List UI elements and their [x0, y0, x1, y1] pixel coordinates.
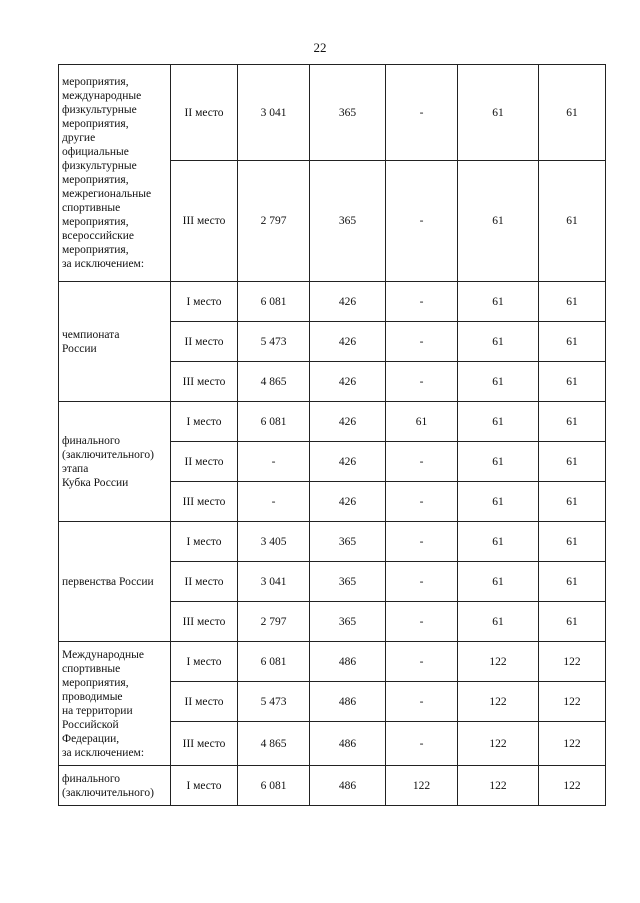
page-number: 22: [313, 40, 327, 55]
table-row: [59, 282, 606, 322]
place-cell: III место: [171, 362, 238, 402]
value-cell-4: 61: [458, 522, 539, 562]
value-cell-2: 365: [310, 562, 386, 602]
value-cell-2: 426: [310, 282, 386, 322]
table-row: [59, 402, 606, 442]
value-cell-5: 61: [539, 402, 606, 442]
value-cell-3: -: [386, 642, 458, 682]
value-cell-3: -: [386, 562, 458, 602]
value-cell-2: 486: [310, 766, 386, 806]
table-row: [59, 642, 606, 682]
event-category-cell: финального (заключительного) этапа Кубка России: [59, 402, 171, 522]
value-cell-4: 61: [458, 562, 539, 602]
data-table: [58, 64, 606, 806]
event-category-cell: Международные спортивные мероприятия, проводимые на территории Российской Федерации, за исключением:: [59, 642, 171, 766]
value-cell-2: 426: [310, 482, 386, 522]
value-cell-2: 365: [310, 522, 386, 562]
value-cell-3: -: [386, 602, 458, 642]
value-cell-1: 4 865: [238, 722, 310, 766]
value-cell-5: 61: [539, 282, 606, 322]
value-cell-2: 486: [310, 682, 386, 722]
value-cell-4: 61: [458, 402, 539, 442]
place-cell: III место: [171, 161, 238, 282]
value-cell-5: 122: [539, 766, 606, 806]
place-cell: I место: [171, 402, 238, 442]
table-row: [59, 766, 606, 806]
table-row: [59, 522, 606, 562]
place-cell: III место: [171, 482, 238, 522]
value-cell-5: 61: [539, 161, 606, 282]
value-cell-3: -: [386, 682, 458, 722]
place-cell: II место: [171, 442, 238, 482]
place-cell: II место: [171, 562, 238, 602]
value-cell-5: 122: [539, 682, 606, 722]
value-cell-1: 5 473: [238, 322, 310, 362]
value-cell-4: 61: [458, 322, 539, 362]
place-cell: I место: [171, 642, 238, 682]
value-cell-2: 426: [310, 322, 386, 362]
value-cell-2: 426: [310, 442, 386, 482]
place-cell: I место: [171, 282, 238, 322]
value-cell-5: 61: [539, 442, 606, 482]
event-category-cell: чемпионата России: [59, 282, 171, 402]
value-cell-1: 5 473: [238, 682, 310, 722]
place-cell: III место: [171, 722, 238, 766]
value-cell-1: -: [238, 482, 310, 522]
place-cell: I место: [171, 766, 238, 806]
value-cell-4: 122: [458, 642, 539, 682]
value-cell-5: 61: [539, 602, 606, 642]
place-cell: II место: [171, 322, 238, 362]
value-cell-4: 61: [458, 161, 539, 282]
value-cell-1: 6 081: [238, 282, 310, 322]
value-cell-3: 122: [386, 766, 458, 806]
value-cell-1: 6 081: [238, 642, 310, 682]
value-cell-3: -: [386, 442, 458, 482]
value-cell-5: 61: [539, 362, 606, 402]
value-cell-1: -: [238, 442, 310, 482]
value-cell-5: 122: [539, 722, 606, 766]
value-cell-2: 365: [310, 602, 386, 642]
table-row: [59, 65, 606, 161]
value-cell-2: 486: [310, 722, 386, 766]
value-cell-4: 61: [458, 482, 539, 522]
value-cell-1: 2 797: [238, 161, 310, 282]
value-cell-4: 61: [458, 282, 539, 322]
value-cell-2: 365: [310, 65, 386, 161]
value-cell-1: 6 081: [238, 766, 310, 806]
place-cell: III место: [171, 602, 238, 642]
event-category-cell: первенства России: [59, 522, 171, 642]
value-cell-2: 365: [310, 161, 386, 282]
value-cell-5: 61: [539, 562, 606, 602]
value-cell-3: -: [386, 522, 458, 562]
value-cell-2: 426: [310, 362, 386, 402]
value-cell-3: -: [386, 722, 458, 766]
value-cell-5: 61: [539, 65, 606, 161]
value-cell-3: -: [386, 362, 458, 402]
place-cell: II место: [171, 682, 238, 722]
value-cell-4: 61: [458, 362, 539, 402]
value-cell-5: 61: [539, 522, 606, 562]
value-cell-1: 2 797: [238, 602, 310, 642]
value-cell-3: -: [386, 482, 458, 522]
table-body: [59, 65, 606, 806]
value-cell-2: 426: [310, 402, 386, 442]
value-cell-5: 122: [539, 642, 606, 682]
value-cell-4: 61: [458, 442, 539, 482]
value-cell-4: 122: [458, 766, 539, 806]
value-cell-3: 61: [386, 402, 458, 442]
value-cell-5: 61: [539, 482, 606, 522]
value-cell-4: 122: [458, 682, 539, 722]
value-cell-1: 3 041: [238, 562, 310, 602]
value-cell-3: -: [386, 282, 458, 322]
value-cell-3: -: [386, 65, 458, 161]
value-cell-3: -: [386, 322, 458, 362]
value-cell-4: 61: [458, 602, 539, 642]
value-cell-4: 122: [458, 722, 539, 766]
value-cell-2: 486: [310, 642, 386, 682]
value-cell-1: 3 041: [238, 65, 310, 161]
event-category-cell: мероприятия, международные физкультурные мероприятия, другие официальные физкультурные мероприятия, межрегиональные спортивные мероприятия, всероссийские мероприятия, за исключением:: [59, 65, 171, 282]
value-cell-5: 61: [539, 322, 606, 362]
value-cell-1: 3 405: [238, 522, 310, 562]
value-cell-3: -: [386, 161, 458, 282]
event-category-cell: финального (заключительного): [59, 766, 171, 806]
value-cell-4: 61: [458, 65, 539, 161]
place-cell: II место: [171, 65, 238, 161]
value-cell-1: 4 865: [238, 362, 310, 402]
value-cell-1: 6 081: [238, 402, 310, 442]
place-cell: I место: [171, 522, 238, 562]
